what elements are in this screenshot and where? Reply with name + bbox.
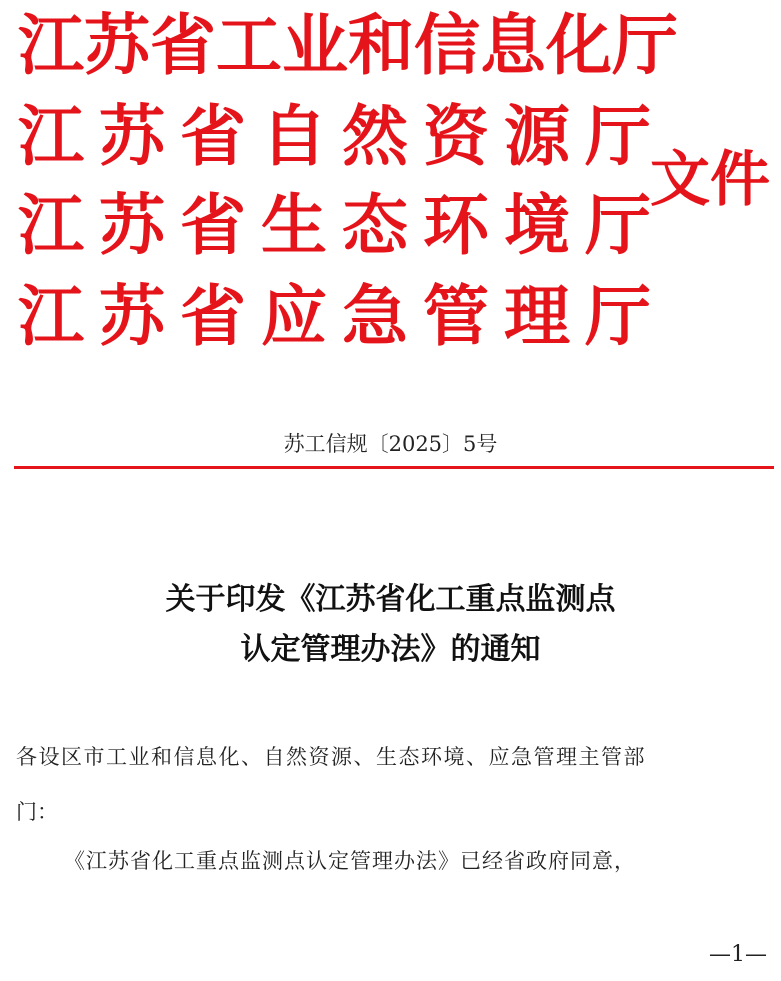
addressee-line-2: 门： <box>16 800 58 824</box>
document-number: 苏工信规〔2025〕5号 <box>283 432 498 456</box>
addressee-line-1: 各设区市工业和信息化、自然资源、生态环境、应急管理主管部 <box>16 745 646 769</box>
body-paragraph: 《江苏省化工重点监测点认定管理办法》已经省政府同意， <box>64 849 636 873</box>
document-title-line-1: 关于印发《江苏省化工重点监测点 <box>165 582 616 617</box>
page-number: —1— <box>709 942 767 967</box>
document-title-line-2: 认定管理办法》的通知 <box>240 632 541 667</box>
header-divider <box>14 466 774 469</box>
issuer-natural-resources: 江苏省自然资源厅 <box>18 97 666 175</box>
issuer-ecology-environment: 江苏省生态环境厅 <box>18 186 666 264</box>
document-header-suffix: 文件 <box>650 145 770 215</box>
issuer-industry-it: 江苏省工业和信息化厅 <box>18 6 678 84</box>
issuer-emergency-management: 江苏省应急管理厅 <box>18 277 666 355</box>
